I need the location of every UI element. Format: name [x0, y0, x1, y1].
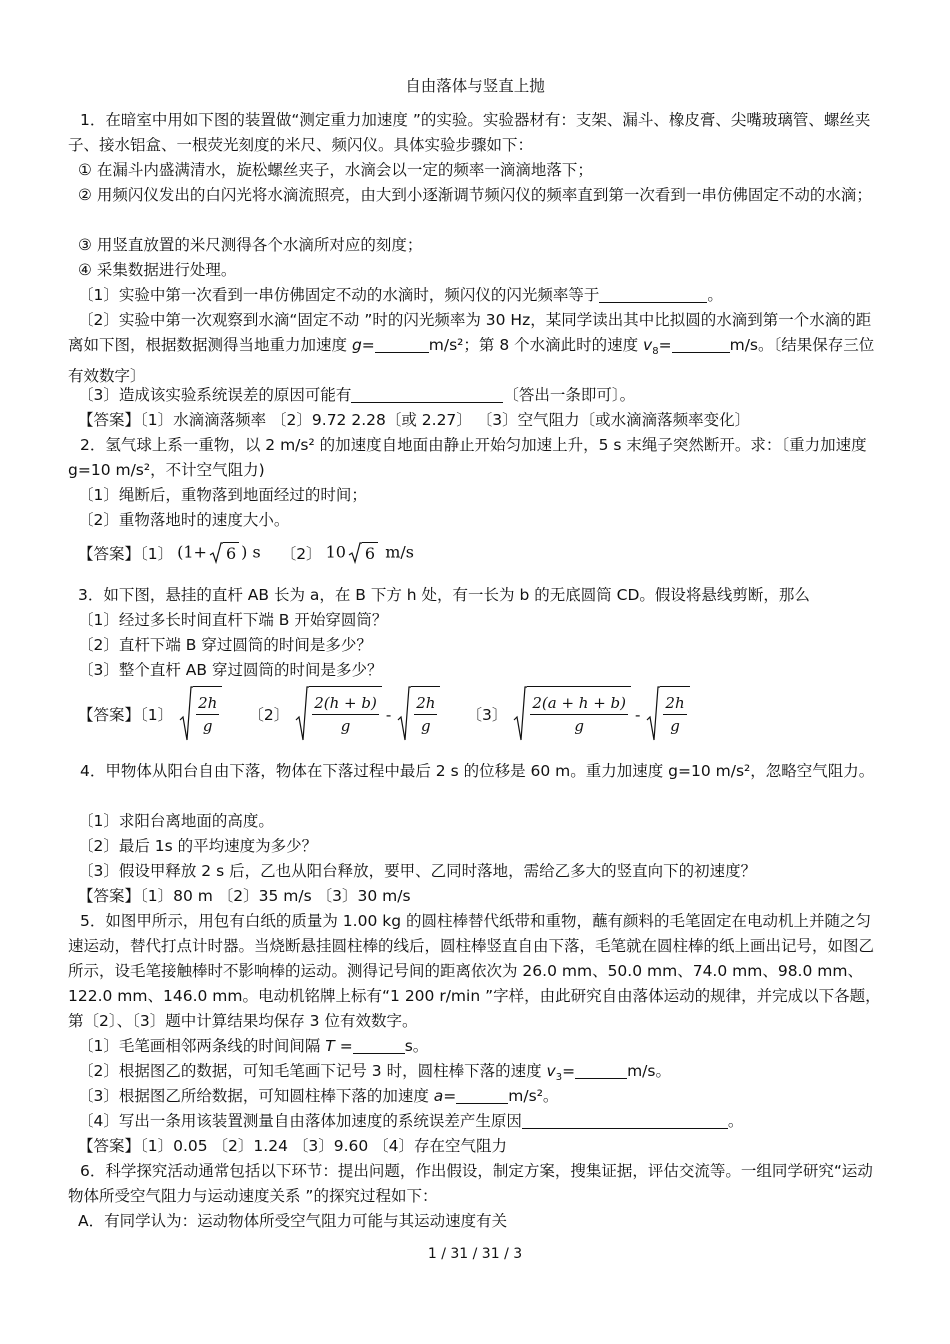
q1-sub2-b: = [361, 336, 375, 354]
q5-sub1-blank [353, 1037, 405, 1054]
q3-ans3-den: g [574, 717, 584, 735]
q1-step4: ④ 采集数据进行处理。 [78, 261, 237, 279]
q5-sub2-v: v [546, 1062, 556, 1080]
q1-step2: ② 用频闪仪发出的白闪光将水滴流照亮，由大到小逐渐调节频闪仪的频率直到第一次看到一串仿佛固定不动的水滴； [78, 186, 872, 204]
q3-intro: 3．如下图，悬挂的直杆 AB 长为 a，在 B 下方 h 处，有一长为 b 的无底圆筒 CD。假设将悬线剪断，那么 [78, 586, 810, 604]
q6-item-a: A．有同学认为：运动物体所受空气阻力可能与其运动速度有关 [78, 1212, 508, 1230]
q3-ans3b-den: g [670, 717, 680, 735]
q1-sub2-e: m/s。〔结果保存三位有效数字〕 [68, 336, 875, 386]
q5-sub1-b: = [334, 1037, 353, 1055]
q3-ans2-num: 2(h + b) [312, 694, 379, 715]
q5-sub2-a: 〔2〕根据图乙的数据，可知毛笔画下记号 3 时，圆柱棒下落的速度 [78, 1062, 547, 1080]
q4-intro: 4．甲物体从阳台自由下落，物体在下落过程中最后 2 s 的位移是 60 m。重力加速度 g=10 m/s²，忽略空气阻力。 [80, 762, 875, 780]
sqrt-6-b-radicand: 6 [362, 542, 378, 564]
q4-answer: 【答案】〔1〕80 m 〔2〕35 m/s 〔3〕30 m/s [78, 887, 411, 905]
q3-ans1-den: g [202, 717, 213, 735]
q1-sub2-d: = [658, 336, 672, 354]
q5-sub3-c: m/s²。 [508, 1087, 559, 1105]
q3-ans3-minus: - [635, 704, 641, 724]
q5-sub3-a: 〔3〕根据图乙所给数据，可知圆柱棒下落的加速度 [78, 1087, 434, 1105]
q5-sub4-blank [522, 1112, 728, 1129]
q2-answer [78, 537, 418, 569]
q5-sub1-a: 〔1〕毛笔画相邻两条线的时间间隔 [78, 1037, 326, 1055]
q2-answer-label-2: 〔2〕 [280, 545, 322, 563]
q1-sub1-blank [599, 286, 707, 303]
sqrt-6-b [348, 542, 378, 564]
q1-sub1 [78, 283, 884, 308]
q1-step3: ③ 用竖直放置的米尺测得各个水滴所对应的刻度； [78, 236, 423, 254]
q1-sub3-text: 〔3〕造成该实验系统误差的原因可能有 [78, 386, 352, 404]
q1-sub2-a: 〔2〕实验中第一次观察到水滴“固定不动 ”时的闪光频率为 30 Hz，某同学读出其中比拟圆的水滴到第一个水滴的距离如下图，根据数据测得当地重力加速度 [68, 311, 872, 354]
q4-sub2: 〔2〕最后 1s 的平均速度为多少？ [78, 837, 318, 855]
q3-answer-label-2: 〔2〕 [248, 706, 290, 724]
q5-sub2-vsub: 3 [555, 1072, 563, 1084]
q4-sub1: 〔1〕求阳台离地面的高度。 [78, 812, 274, 830]
q2-answer-label: 【答案】〔1〕 [78, 545, 174, 563]
q5-sub4-text: 〔4〕写出一条用该装置测量自由落体加速度的系统误差产生原因 [78, 1112, 522, 1130]
sqrt-6-a [209, 542, 239, 564]
q2-sub2: 〔2〕重物落地时的速度大小。 [78, 511, 290, 529]
q2-answer-2 [326, 542, 414, 564]
q5-sub3-blank [456, 1087, 508, 1104]
q2-intro: 2．氢气球上系一重物，以 2 m/s² 的加速度自地面由静止开始匀加速上升，5 s 末绳子突然断开。求：〔重力加速度 g=10 m/s²，不计空气阻力) [68, 436, 867, 479]
q3-ans3b-num: 2h [663, 694, 686, 715]
q1-step1: ① 在漏斗内盛满清水，旋松螺丝夹子，水滴会以一定的频率一滴滴地落下； [78, 161, 593, 179]
q3-sub3: 〔3〕整个直杆 AB 穿过圆筒的时间是多少？ [78, 661, 383, 679]
q1-sub2-g: g [351, 336, 362, 354]
q3-ans3-sqrt-a [513, 686, 631, 742]
q5-sub3 [78, 1084, 884, 1109]
q1-sub3-end: 〔答出一条即可〕。 [503, 386, 636, 404]
q3-ans2-den: g [340, 717, 351, 735]
page-footer: 1 / 31 / 31 / 3 [427, 1246, 523, 1262]
q6-intro: 6．科学探究活动通常包括以下环节：提出问题，作出假设，制定方案，搜集证据，评估交流等。一组同学研究“运动物体所受空气阻力与运动速度关系 ”的探究过程如下： [68, 1162, 873, 1205]
q5-sub4 [78, 1109, 884, 1134]
q3-ans2-sqrt-b [397, 686, 440, 742]
q2-answer-1 [177, 542, 261, 564]
q1-sub2 [68, 308, 884, 389]
q1-sub1-end: 。 [707, 286, 723, 304]
q5-sub3-b: = [443, 1087, 457, 1105]
q1-sub2-blank-v [672, 336, 730, 353]
q1-sub2-vsub: 8 [652, 346, 659, 358]
q3-answer-label: 【答案】〔1〕 [78, 706, 174, 724]
q3-ans1-sqrt [179, 686, 222, 742]
q3-ans1-num: 2h [196, 694, 219, 715]
q1-sub3 [78, 383, 884, 408]
q3-ans2-minus: - [385, 704, 392, 724]
q5-sub1 [78, 1034, 884, 1059]
q1-intro: 1．在暗室中用如下图的装置做“测定重力加速度 ”的实验。实验器材有：支架、漏斗、橡皮膏、尖嘴玻璃管、螺丝夹子、接水铝盒、一根荧光刻度的米尺、频闪仪。具体实验步骤如下： [68, 111, 871, 154]
q1-sub2-c: m/s²；第 8 个水滴此时的速度 [428, 336, 644, 354]
document-title: 自由落体与竖直上抛 [405, 77, 545, 95]
q5-sub2-b: = [562, 1062, 576, 1080]
q1-answer: 【答案】〔1〕水滴滴落频率 〔2〕9.72 2.28〔或 2.27〕 〔3〕空气阻力〔或水滴滴落频率变化〕 [78, 411, 751, 429]
q5-sub2-c: m/s。 [627, 1062, 671, 1080]
q3-answer-label-3: 〔3〕 [466, 706, 508, 724]
q1-sub2-v: v [643, 336, 653, 354]
q5-sub2-blank [575, 1062, 627, 1079]
q2-ans2-post: m/s [380, 542, 414, 562]
q3-answer [78, 684, 694, 744]
q5-intro: 5．如图甲所示，用包有白纸的质量为 1.00 kg 的圆柱棒替代纸带和重物，蘸有颜料的毛笔固定在电动机上并随之匀速运动，替代打点计时器。当烧断悬挂圆柱棒的线后，圆柱棒竖直自由下落，毛笔就在圆柱棒的纸上画出记号，如图乙所示，设毛笔接触棒时不影响棒的运动。测得记号间的距离依次为 26.0 mm、50.0 mm、74.0 mm、98.0 mm、122.0 mm、146.0 mm。电动机铭牌上标有“1 200 r/min ”字样，由此研究自由落体运动的规律，并完成以下各题，第〔2〕、〔3〕题中计算结果均保存 3 位有效数字。 [68, 912, 881, 1030]
q1-sub3-blank [351, 386, 503, 403]
q5-sub3-a-var: a [433, 1087, 444, 1105]
q2-ans1-post: ) s [241, 542, 261, 562]
q3-ans2-sqrt-a [295, 686, 382, 742]
q1-sub1-text: 〔1〕实验中第一次看到一串仿佛固定不动的水滴时，频闪仪的闪光频率等于 [78, 286, 600, 304]
q3-sub2: 〔2〕直杆下端 B 穿过圆筒的时间是多少？ [78, 636, 372, 654]
q3-ans2b-den: g [421, 717, 431, 735]
q3-ans2b-num: 2h [414, 694, 437, 715]
q2-ans1-pre: (1+ [177, 542, 207, 562]
q5-sub1-T: T [325, 1037, 335, 1055]
q5-sub4-end: 。 [727, 1112, 744, 1130]
q5-answer: 【答案】〔1〕0.05 〔2〕1.24 〔3〕9.60 〔4〕存在空气阻力 [78, 1137, 508, 1155]
q3-ans3-num: 2(a + h + b) [530, 694, 628, 715]
q2-ans2-pre: 10 [325, 542, 346, 562]
q2-sub1: 〔1〕绳断后，重物落到地面经过的时间； [78, 486, 367, 504]
q5-sub1-c: s。 [404, 1037, 429, 1055]
q4-sub3: 〔3〕假设甲释放 2 s 后，乙也从阳台释放，要甲、乙同时落地，需给乙多大的竖直向下的初速度？ [78, 862, 757, 880]
q1-sub2-blank-g [375, 336, 429, 353]
q3-sub1: 〔1〕经过多长时间直杆下端 B 开始穿圆筒？ [78, 611, 388, 629]
sqrt-6-a-radicand: 6 [223, 542, 239, 564]
q3-ans3-sqrt-b [646, 686, 689, 742]
